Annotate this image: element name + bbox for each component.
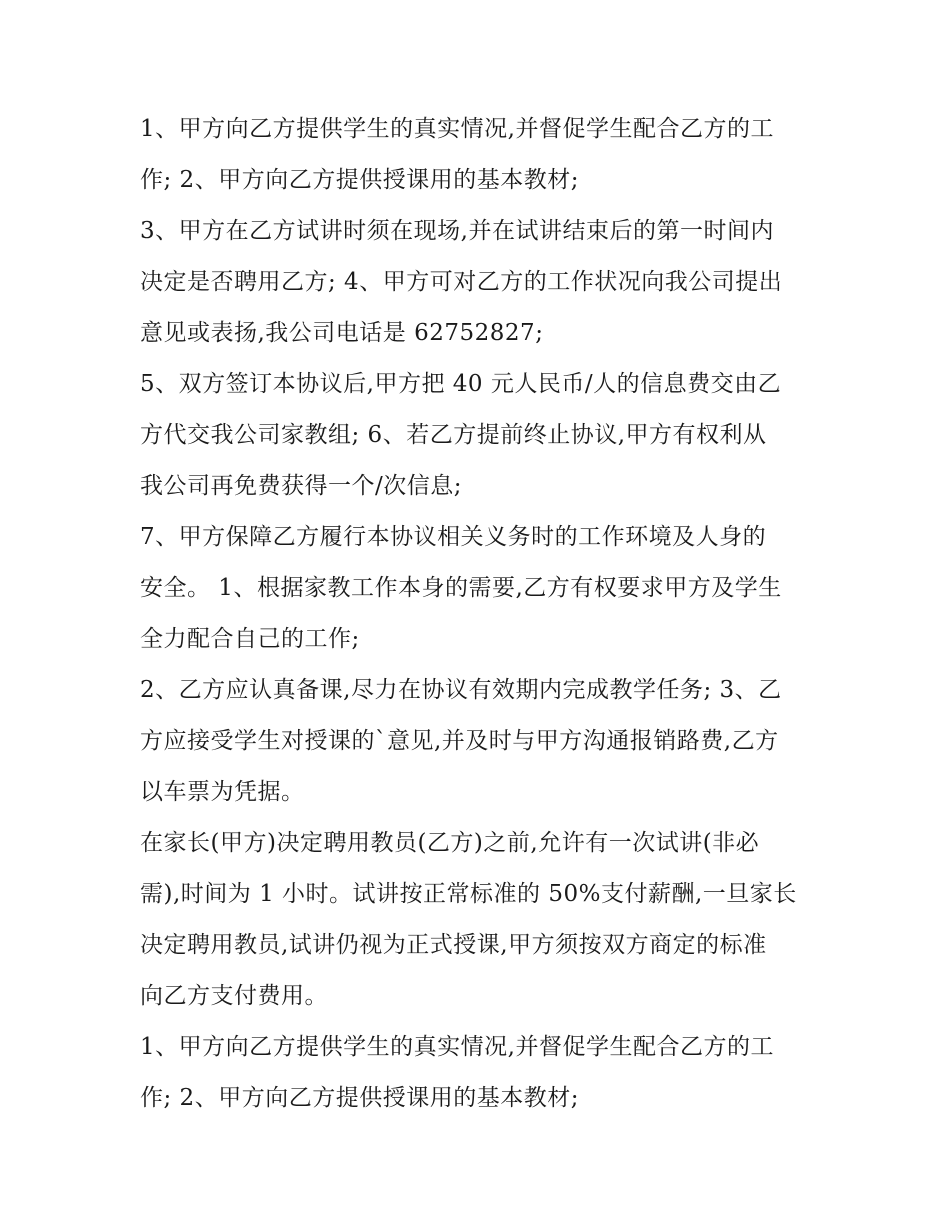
paragraph-line: 2、乙方应认真备课,尽力在协议有效期内完成教学任务; 3、乙 (140, 677, 782, 703)
paragraph-line: 全力配合自己的工作; (140, 626, 360, 652)
paragraph-line: 作; 2、甲方向乙方提供授课用的基本教材; (140, 167, 579, 193)
paragraph-line: 作; 2、甲方向乙方提供授课用的基本教材; (140, 1085, 579, 1111)
paragraph-line: 1、甲方向乙方提供学生的真实情况,并督促学生配合乙方的工 (140, 116, 774, 142)
paragraph-7 (140, 1022, 820, 1124)
paragraph-3 (140, 359, 820, 512)
paragraph-line: 我公司再免费获得一个/次信息; (140, 473, 462, 499)
paragraph-line: 7、甲方保障乙方履行本协议相关义务时的工作环境及人身的 (140, 524, 767, 550)
paragraph-line: 在家长(甲方)决定聘用教员(乙方)之前,允许有一次试讲(非必 (140, 830, 760, 856)
paragraph-line: 1、甲方向乙方提供学生的真实情况,并督促学生配合乙方的工 (140, 1034, 774, 1060)
paragraph-line: 需),时间为 1 小时。试讲按正常标准的 50%支付薪酬,一旦家长 (140, 881, 797, 907)
paragraph-line: 方应接受学生对授课的`意见,并及时与甲方沟通报销路费,乙方 (140, 728, 779, 754)
paragraph-5 (140, 665, 820, 818)
paragraph-2 (140, 206, 820, 359)
paragraph-line: 向乙方支付费用。 (140, 983, 328, 1009)
paragraph-line: 安全。 1、根据家教工作本身的需要,乙方有权要求甲方及学生 (140, 575, 782, 601)
paragraph-line: 5、双方签订本协议后,甲方把 40 元人民币/人的信息费交由乙 (140, 371, 782, 397)
paragraph-6 (140, 818, 820, 1022)
paragraph-line: 意见或表扬,我公司电话是 62752827; (140, 320, 544, 346)
paragraph-1 (140, 104, 820, 206)
paragraph-line: 3、甲方在乙方试讲时须在现场,并在试讲结束后的第一时间内 (140, 218, 774, 244)
document-body (140, 104, 820, 1124)
paragraph-line: 方代交我公司家教组; 6、若乙方提前终止协议,甲方有权利从 (140, 422, 767, 448)
paragraph-4 (140, 512, 820, 665)
paragraph-line: 决定是否聘用乙方; 4、甲方可对乙方的工作状况向我公司提出 (140, 269, 783, 295)
paragraph-line: 以车票为凭据。 (140, 779, 305, 805)
paragraph-line: 决定聘用教员,试讲仍视为正式授课,甲方须按双方商定的标准 (140, 932, 767, 958)
